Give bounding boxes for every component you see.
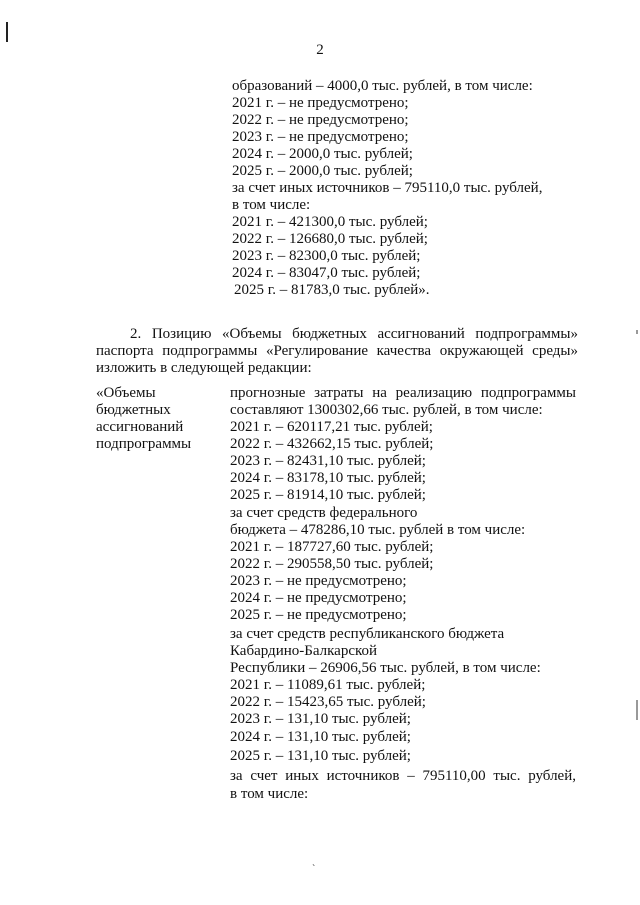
margin-mark (6, 22, 8, 42)
text-line: 2022 г. – не предусмотрено; (232, 112, 409, 128)
right-column-line: Республики – 26906,56 тыс. рублей, в том числе: (230, 660, 541, 676)
text-line: 2024 г. – 83047,0 тыс. рублей; (232, 265, 421, 281)
left-column-line: «Объемы (96, 385, 156, 401)
left-column-line: бюджетных (96, 402, 171, 418)
right-column-line: 2021 г. – 11089,61 тыс. рублей; (230, 677, 426, 693)
right-column-line: 2022 г. – 432662,15 тыс. рублей; (230, 436, 434, 452)
right-column-line: за счет средств федерального (230, 505, 418, 521)
table-left-column (96, 385, 216, 453)
right-column-line: 2025 г. – 81914,10 тыс. рублей; (230, 487, 426, 503)
text-line: 2022 г. – 126680,0 тыс. рублей; (232, 231, 428, 247)
paragraph-line: 2. Позицию «Объемы бюджетных ассигнований подпрограммы» (130, 326, 578, 342)
right-column-line: 2024 г. – 83178,10 тыс. рублей; (230, 470, 426, 486)
stray-mark: ` (312, 864, 316, 875)
text-line: 2021 г. – не предусмотрено; (232, 95, 409, 111)
amendment-paragraph (96, 326, 578, 377)
right-column-line: 2025 г. – не предусмотрено; (230, 607, 407, 623)
right-column-line: в том числе: (230, 786, 309, 802)
left-column-line: ассигнований (96, 419, 184, 435)
right-column-line: 2022 г. – 15423,65 тыс. рублей; (230, 694, 426, 710)
text-line: за счет иных источников – 795110,0 тыс. рублей, (232, 180, 543, 196)
right-column-line: за счет иных источников – 795110,00 тыс. рублей, (230, 768, 576, 784)
text-line: 2024 г. – 2000,0 тыс. рублей; (232, 146, 413, 162)
page-number: 2 (316, 42, 324, 58)
left-column-line: подпрограммы (96, 436, 192, 452)
right-column-line: 2023 г. – не предусмотрено; (230, 573, 407, 589)
right-column-line: за счет средств республиканского бюджета (230, 626, 505, 642)
right-column-line: бюджета – 478286,10 тыс. рублей в том числе: (230, 522, 526, 538)
right-column-line: прогнозные затраты на реализацию подпрограммы (230, 385, 576, 401)
right-column-line: 2021 г. – 620117,21 тыс. рублей; (230, 419, 433, 435)
right-column-line: 2025 г. – 131,10 тыс. рублей; (230, 748, 411, 764)
text-line: 2025 г. – 81783,0 тыс. рублей». (234, 282, 430, 298)
text-line: 2023 г. – не предусмотрено; (232, 129, 409, 145)
right-column-line: 2023 г. – 131,10 тыс. рублей; (230, 711, 411, 727)
right-column-line: 2024 г. – 131,10 тыс. рублей; (230, 729, 411, 745)
right-column-line: 2024 г. – не предусмотрено; (230, 590, 407, 606)
text-line: 2023 г. – 82300,0 тыс. рублей; (232, 248, 421, 264)
right-column-line: 2023 г. – 82431,10 тыс. рублей; (230, 453, 426, 469)
scan-edge-mark (636, 330, 638, 334)
text-line: 2025 г. – 2000,0 тыс. рублей; (232, 163, 413, 179)
text-line: в том числе: (232, 197, 311, 213)
right-column-line: Кабардино-Балкарской (230, 643, 378, 659)
text-line: образований – 4000,0 тыс. рублей, в том числе: (232, 78, 533, 94)
paragraph-line: изложить в следующей редакции: (96, 360, 312, 376)
right-column-line: 2022 г. – 290558,50 тыс. рублей; (230, 556, 434, 572)
text-line: 2021 г. – 421300,0 тыс. рублей; (232, 214, 428, 230)
scan-edge-mark (636, 700, 638, 720)
right-column-line: составляют 1300302,66 тыс. рублей, в том числе: (230, 402, 543, 418)
paragraph-line: паспорта подпрограммы «Регулирование качества окружающей среды» (96, 343, 578, 359)
right-column-line: 2021 г. – 187727,60 тыс. рублей; (230, 539, 434, 555)
